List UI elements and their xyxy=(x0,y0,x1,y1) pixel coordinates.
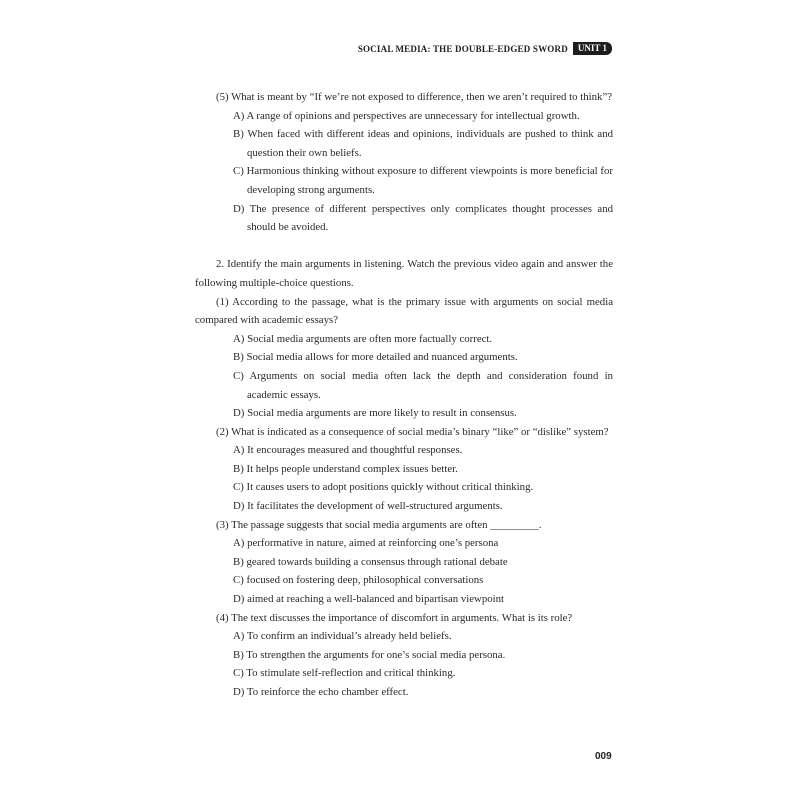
page-number: 009 xyxy=(595,751,612,762)
page-content xyxy=(195,88,613,702)
q2-option-c: C) It causes users to adopt positions quickly without critical thinking. xyxy=(233,481,534,494)
q4-option-a: A) To confirm an individual’s already held beliefs. xyxy=(233,630,452,643)
q2-option-a: A) It encourages measured and thoughtful responses. xyxy=(233,444,463,457)
question-4-stem: (4) The text discusses the importance of discomfort in arguments. What is its role? xyxy=(216,611,573,624)
q3-option-c: C) focused on fostering deep, philosophical conversations xyxy=(233,574,484,587)
question-3-stem: (3) The passage suggests that social media arguments are often _________. xyxy=(216,518,542,531)
q5-option-b: B) When faced with different ideas and opinions, individuals are pushed to think and question their own beliefs. xyxy=(233,128,613,159)
q1-option-a: A) Social media arguments are often more factually correct. xyxy=(233,332,493,345)
question-2-stem: (2) What is indicated as a consequence of social media’s binary “like” or “dislike” system? xyxy=(216,425,609,438)
q5-option-c: C) Harmonious thinking without exposure to different viewpoints is more beneficial for developing strong arguments. xyxy=(233,165,613,196)
q5-option-a: A) A range of opinions and perspectives are unnecessary for intellectual growth. xyxy=(233,109,580,122)
question-5-stem: (5) What is meant by “If we’re not exposed to difference, then we aren’t required to think”? xyxy=(216,91,613,103)
q5-option-d: D) The presence of different perspectives only complicates thought processes and should be avoided. xyxy=(233,202,613,234)
q1-option-c: C) Arguments on social media often lack the depth and consideration found in academic essays. xyxy=(233,369,613,401)
header-title: SOCIAL MEDIA: THE DOUBLE-EDGED SWORD xyxy=(357,43,568,54)
unit-badge: UNIT 1 xyxy=(573,42,612,55)
q4-option-b: B) To strengthen the arguments for one’s social media persona. xyxy=(233,648,506,661)
q4-option-d: D) To reinforce the echo chamber effect. xyxy=(233,686,409,698)
q1-option-d: D) Social media arguments are more likely to result in consensus. xyxy=(233,407,517,420)
section-2-instruction: 2. Identify the main arguments in listening. Watch the previous video again and answer the following multiple-choice questions. xyxy=(195,258,613,289)
q1-option-b: B) Social media allows for more detailed and nuanced arguments. xyxy=(233,351,518,364)
running-header xyxy=(358,42,612,55)
question-1-stem: (1) According to the passage, what is the primary issue with arguments on social media compared with academic essays? xyxy=(195,295,613,327)
q3-option-d: D) aimed at reaching a well-balanced and bipartisan viewpoint xyxy=(233,593,505,606)
q2-option-b: B) It helps people understand complex issues better. xyxy=(233,462,458,475)
q4-option-c: C) To stimulate self-reflection and critical thinking. xyxy=(233,667,456,680)
section-spacer xyxy=(195,237,613,256)
q3-option-a: A) performative in nature, aimed at reinforcing one’s persona xyxy=(233,537,499,550)
q3-option-b: B) geared towards building a consensus through rational debate xyxy=(233,555,508,568)
q2-option-d: D) It facilitates the development of well-structured arguments. xyxy=(233,500,503,513)
